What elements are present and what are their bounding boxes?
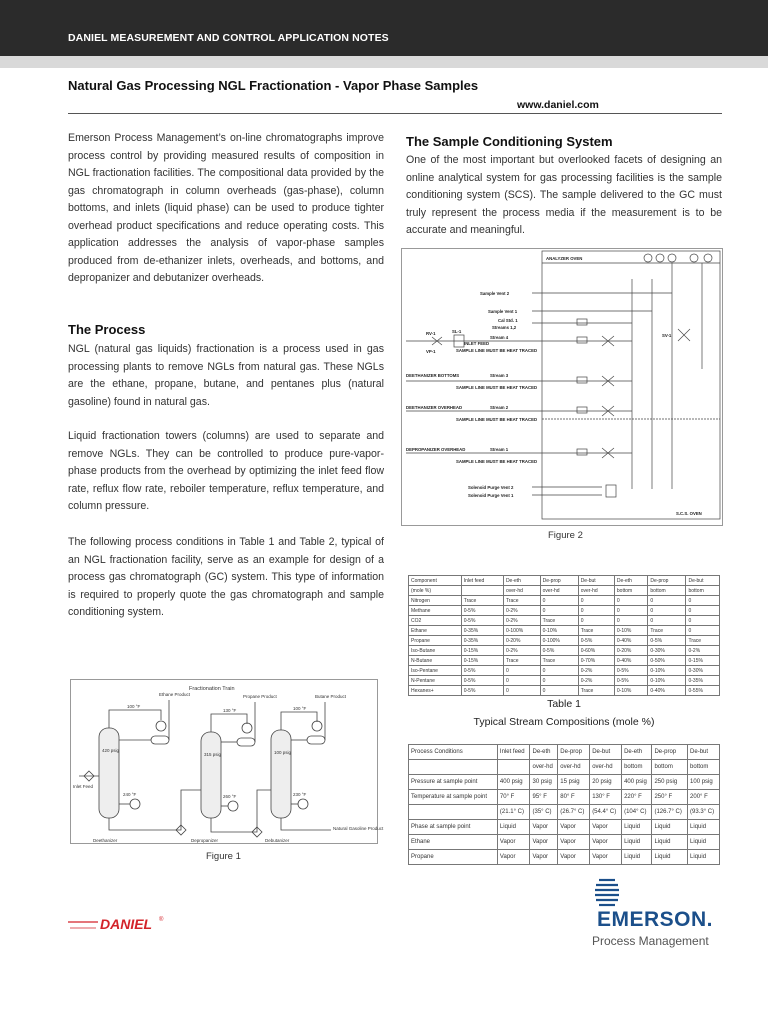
table2-cell (409, 805, 498, 820)
daniel-logo-mark (68, 913, 168, 937)
label-deethanizer: Deethanizer (93, 838, 118, 843)
table2-cell: 95° F (530, 790, 558, 805)
table2-cell: Vapor (530, 850, 558, 865)
table2-cell: Propane (409, 850, 498, 865)
table2-cell: Liquid (622, 820, 652, 835)
table2-cell: (93.3° C) (688, 805, 720, 820)
table1-cell: 0-50% (648, 656, 686, 666)
label-deethanizer-overhead: DEETHANIZER OVERHEAD (406, 405, 463, 410)
table1-cell: bottom (686, 586, 720, 596)
label-depropanizer: Depropanizer (191, 838, 219, 843)
table1-cell: 0 (686, 626, 720, 636)
table2-cell: 130° F (590, 790, 622, 805)
table1-cell: 0-35% (686, 676, 720, 686)
table2-cell: Vapor (497, 835, 530, 850)
daniel-wordmark: DANIEL (100, 916, 153, 932)
figure-2-caption: Figure 2 (548, 530, 583, 541)
table2-cell: 250 psig (652, 775, 688, 790)
scs-paragraph: One of the most important but overlooked facets of designing an online analytical system for gas processing facilities is the sample conditioning system (SCS). The sample delivered to the GC must truly represent the process media if the measurement is to be accurate and meaningful. (406, 154, 722, 236)
emerson-subtitle: Process Management (592, 934, 709, 948)
label-heat-trace-2: SAMPLE LINE MUST BE HEAT TRACED (456, 385, 538, 390)
banner-text: DANIEL MEASUREMENT AND CONTROL APPLICATION NOTES (68, 32, 389, 44)
label-inlet-feed: INLET FEED (464, 341, 490, 346)
table1-cell: Trace (540, 616, 578, 626)
label-scs-oven: S.C.S. OVEN (676, 511, 702, 516)
table2-cell: Liquid (622, 850, 652, 865)
table1-cell: 0 (578, 606, 614, 616)
table1-cell: over-hd (540, 586, 578, 596)
figure-1-title: Fractionation Train (189, 686, 235, 692)
table1-cell: 0-5% (648, 636, 686, 646)
table1-cell: 0-10% (614, 626, 647, 636)
table2-cell: Vapor (558, 820, 590, 835)
table1-row (409, 616, 720, 626)
table2-cell: Ethane (409, 835, 498, 850)
table1-cell: 0-35% (461, 636, 503, 646)
table1-cell: 0-5% (540, 646, 578, 656)
label-heat-trace-1: SAMPLE LINE MUST BE HEAT TRACED (456, 348, 538, 353)
process-paragraph-3: The following process conditions in Table 1 and Table 2, typical of an NGL fractionation facility, serve as an example for design of a process gas chromatograph (GC) system. This type of information is required to properly quote the gas chromatograph and sample conditioning system. (68, 536, 384, 618)
table1-cell: 0 (540, 606, 578, 616)
label-debutanizer: Debutanizer (265, 838, 290, 843)
table1-row (409, 606, 720, 616)
table2-cell: Liquid (652, 850, 688, 865)
table1-cell: 0-55% (686, 686, 720, 696)
label-heat-trace-4: SAMPLE LINE MUST BE HEAT TRACED (456, 459, 538, 464)
table1-cell: Trace (461, 596, 503, 606)
table1-cell: Component (409, 576, 462, 586)
table1-cell: Trace (540, 656, 578, 666)
table1-cell: 0-20% (614, 646, 647, 656)
table2-cell: 250° F (652, 790, 688, 805)
table1-cell: 0 (648, 616, 686, 626)
table2-cell (409, 760, 498, 775)
label-stream-4: Stream 4 (490, 335, 509, 340)
table2-cell: (26.7° C) (558, 805, 590, 820)
table2-cell: Liquid (622, 835, 652, 850)
table2-cell: bottom (688, 760, 720, 775)
table1-cell: 0 (686, 606, 720, 616)
table1-cell: 0-30% (686, 666, 720, 676)
table2-cell: Liquid (652, 820, 688, 835)
table1-cell: 0-10% (540, 626, 578, 636)
table2-cell: 220° F (622, 790, 652, 805)
label-heat-trace-3: SAMPLE LINE MUST BE HEAT TRACED (456, 417, 538, 422)
table2-row (409, 820, 720, 835)
label-cal-std: Cal Std. 1 (498, 318, 518, 323)
table1-cell: 0 (648, 596, 686, 606)
table1-cell: over-hd (503, 586, 540, 596)
table2-cell: Liquid (688, 820, 720, 835)
table2-cell: (126.7° C) (652, 805, 688, 820)
table2-cell: over-hd (558, 760, 590, 775)
table1-cell: CO2 (409, 616, 462, 626)
table1-cell: N-Pentane (409, 676, 462, 686)
table1-cell: De-but (686, 576, 720, 586)
label-vp1: VP-1 (426, 349, 436, 354)
emerson-globe-icon (593, 876, 623, 910)
table-2-process-conditions (408, 744, 720, 865)
table2-cell: (104° C) (622, 805, 652, 820)
table1-cell: 0-100% (503, 626, 540, 636)
table2-cell: Vapor (590, 850, 622, 865)
table1-cell: 0 (503, 676, 540, 686)
banner-stripe (0, 56, 768, 68)
label-rv1: RV-1 (426, 331, 436, 336)
table2-cell: 15 psig (558, 775, 590, 790)
table2-cell: Pressure at sample point (409, 775, 498, 790)
table1-row (409, 656, 720, 666)
label-deprop-top-temp: 130 °F (223, 708, 237, 713)
table2-cell: De-but (688, 745, 720, 760)
table1-cell: 0-20% (503, 636, 540, 646)
table2-cell: De-prop (652, 745, 688, 760)
debutanizer-column (271, 730, 291, 818)
page-title: Natural Gas Processing NGL Fractionation - Vapor Phase Samples (68, 78, 479, 93)
table2-cell: (21.1° C) (497, 805, 530, 820)
table1-cell: 0 (540, 686, 578, 696)
label-deeth-top-temp: 100 °F (127, 704, 141, 709)
table1-cell: 0 (540, 596, 578, 606)
table2-cell: De-eth (530, 745, 558, 760)
table1-cell: 0 (648, 606, 686, 616)
depropanizer-column (201, 732, 221, 818)
table1-cell: Nitrogen (409, 596, 462, 606)
label-streams: Streams 1,2 (492, 325, 517, 330)
table1-cell: De-eth (503, 576, 540, 586)
table1-cell: 0-2% (578, 666, 614, 676)
table1-cell: Iso-Butane (409, 646, 462, 656)
scs-heading: The Sample Conditioning System (406, 134, 613, 149)
label-deprop-pressure: 315 psig (204, 752, 222, 757)
table1-cell: 0-15% (461, 646, 503, 656)
table2-cell: Vapor (558, 850, 590, 865)
table1-cell: Hexanes+ (409, 686, 462, 696)
table1-cell: 0-10% (648, 676, 686, 686)
label-stream-3: Stream 3 (490, 373, 509, 378)
table1-header-row (409, 586, 720, 596)
table2-header-row (409, 760, 720, 775)
table2-cell: Process Conditions (409, 745, 498, 760)
table1-cell: Propane (409, 636, 462, 646)
table2-row (409, 835, 720, 850)
label-purge-vent-2: Solenoid Purge Vent 2 (468, 485, 514, 490)
table1-cell: Trace (648, 626, 686, 636)
table1-cell: 0-2% (503, 646, 540, 656)
table2-row (409, 775, 720, 790)
label-sample-vent-1: Sample Vent 1 (488, 309, 518, 314)
figure-1-fractionation-train (70, 679, 384, 844)
table1-cell: 0-5% (461, 676, 503, 686)
table1-cell (461, 586, 503, 596)
table1-cell: 0-2% (503, 606, 540, 616)
table2-row (409, 790, 720, 805)
table1-cell: 0 (614, 606, 647, 616)
table1-row (409, 676, 720, 686)
label-analyzer-oven: ANALYZER OVEN (546, 256, 583, 261)
table2-cell: (54.4° C) (590, 805, 622, 820)
table2-row (409, 850, 720, 865)
table1-cell: Methane (409, 606, 462, 616)
fractionation-diagram (71, 680, 384, 843)
table1-cell: over-hd (578, 586, 614, 596)
table1-cell: Trace (503, 656, 540, 666)
table1-cell: 0 (578, 616, 614, 626)
table2-cell: 70° F (497, 790, 530, 805)
label-stream-2: Stream 2 (490, 405, 509, 410)
table2-cell: 100 psig (688, 775, 720, 790)
table-1-label: Table 1 (547, 698, 581, 710)
table2-cell: Liquid (497, 820, 530, 835)
table1-row (409, 686, 720, 696)
table1-cell: De-prop (540, 576, 578, 586)
table1-cell: 0-5% (614, 676, 647, 686)
table1-cell: 0 (578, 596, 614, 606)
table1-cell: Trace (578, 626, 614, 636)
table1-cell: Trace (503, 596, 540, 606)
table2-cell: Liquid (688, 835, 720, 850)
table1-cell: 0-70% (578, 656, 614, 666)
table1-cell: De-prop (648, 576, 686, 586)
table1-cell: 0 (614, 596, 647, 606)
table1-cell: 0-2% (578, 676, 614, 686)
label-debut-pressure: 100 psig (274, 750, 292, 755)
table1-cell: 0-35% (461, 626, 503, 636)
table1-cell: 0 (540, 676, 578, 686)
table2-cell: 30 psig (530, 775, 558, 790)
table2-cell: Vapor (530, 820, 558, 835)
table1-cell: 0-5% (461, 666, 503, 676)
table2-cell: bottom (622, 760, 652, 775)
table2-cell: (35° C) (530, 805, 558, 820)
table1-cell: 0 (540, 666, 578, 676)
table2-cell: Phase at sample point (409, 820, 498, 835)
table1-cell: 0-5% (614, 666, 647, 676)
figure-1-caption: Figure 1 (206, 851, 241, 862)
table1-cell: 0-5% (461, 606, 503, 616)
table2-header-row (409, 745, 720, 760)
table2-cell: Vapor (590, 835, 622, 850)
table1-cell: 0-100% (540, 636, 578, 646)
table1-row (409, 596, 720, 606)
emerson-wordmark: EMERSON. (597, 908, 714, 931)
table2-cell: Vapor (497, 850, 530, 865)
table1-cell: 0 (686, 616, 720, 626)
table1-cell: 0-5% (461, 616, 503, 626)
label-sl1: SL-1 (452, 329, 462, 334)
table1-row (409, 666, 720, 676)
table2-cell: 80° F (558, 790, 590, 805)
label-depropanizer-overhead: DEPROPANIZER OVERHEAD (406, 447, 466, 452)
table2-cell: Temperature at sample point (409, 790, 498, 805)
table1-cell: 0-15% (686, 656, 720, 666)
table2-cell: 20 psig (590, 775, 622, 790)
label-propane-product: Propane Product (243, 694, 277, 699)
table1-cell: Trace (578, 686, 614, 696)
table1-cell: 0-40% (648, 686, 686, 696)
table1-cell: 0-30% (648, 646, 686, 656)
label-ethane-product: Ethane Product (159, 692, 191, 697)
table1-header-row (409, 576, 720, 586)
table2-cell: Liquid (652, 835, 688, 850)
table1-cell: 0 (503, 686, 540, 696)
table1-row (409, 636, 720, 646)
table1-cell: (mole %) (409, 586, 462, 596)
table2-cell (497, 760, 530, 775)
label-deeth-pressure: 420 psig (102, 748, 120, 753)
table1-cell: 0-40% (614, 636, 647, 646)
label-deethanizer-bottoms: DEETHANIZER BOTTOMS (406, 373, 460, 378)
table1-cell: 0 (614, 616, 647, 626)
process-paragraph-1: NGL (natural gas liquids) fractionation is a process used in gas processing plants to remove NGLs from natural gas. These NGLs are the ethane, propane, butane, and pentanes plus (natural gasoline) found in natural gas. (68, 343, 384, 408)
table1-cell: 0-5% (578, 636, 614, 646)
registered-mark: ® (159, 917, 164, 923)
table1-cell: N-Butane (409, 656, 462, 666)
scs-schematic (402, 249, 722, 525)
table1-cell: 0-5% (461, 686, 503, 696)
table1-cell: Ethane (409, 626, 462, 636)
title-divider (68, 113, 722, 114)
table2-cell: Liquid (688, 850, 720, 865)
table1-cell: De-eth (614, 576, 647, 586)
table1-cell: 0-60% (578, 646, 614, 656)
table1-cell: 0-10% (614, 686, 647, 696)
table1-cell: 0-15% (461, 656, 503, 666)
table2-cell: 400 psig (497, 775, 530, 790)
table2-cell: De-prop (558, 745, 590, 760)
header-banner (0, 0, 768, 56)
table2-cell: De-eth (622, 745, 652, 760)
figure-2-scs-diagram (401, 248, 723, 526)
table1-cell: 0-40% (614, 656, 647, 666)
table2-row (409, 805, 720, 820)
table-1-stream-compositions (408, 575, 720, 696)
table1-cell: 0-2% (503, 616, 540, 626)
label-natural-gasoline: Natural Gasoline Product (333, 826, 384, 831)
analyzer-oven-box (542, 251, 720, 519)
label-deeth-bottom-temp: 240 °F (123, 792, 137, 797)
deethanizer-column (99, 728, 119, 818)
label-purge-vent-1: Solenoid Purge Vent 1 (468, 493, 514, 498)
table1-row (409, 646, 720, 656)
table1-cell: Inlet feed (461, 576, 503, 586)
table2-cell: Vapor (590, 820, 622, 835)
table-1-caption: Typical Stream Compositions (mole %) (473, 716, 655, 728)
table1-cell: 0-10% (648, 666, 686, 676)
table2-cell: over-hd (530, 760, 558, 775)
table2-cell: De-but (590, 745, 622, 760)
table1-row (409, 626, 720, 636)
label-debut-top-temp: 100 °F (293, 706, 307, 711)
daniel-logo (68, 913, 168, 942)
label-sample-vent-2: Sample Vent 2 (480, 291, 510, 296)
table2-cell: bottom (652, 760, 688, 775)
label-deprop-bottom-temp: 260 °F (223, 794, 237, 799)
table2-cell: Inlet feed (497, 745, 530, 760)
label-stream-1: Stream 1 (490, 447, 509, 452)
table1-cell: 0-2% (686, 646, 720, 656)
table2-cell: 400 psig (622, 775, 652, 790)
table2-cell: Vapor (530, 835, 558, 850)
label-debut-bottom-temp: 230 °F (293, 792, 307, 797)
label-inlet-feed: Inlet Feed (73, 784, 94, 789)
table1-cell: Iso-Pentane (409, 666, 462, 676)
table1-cell: bottom (648, 586, 686, 596)
website-link[interactable]: www.daniel.com (517, 99, 599, 111)
label-butane-product: Butane Product (315, 694, 347, 699)
process-paragraph-2: Liquid fractionation towers (columns) are used to separate and remove NGLs. They can be controlled to produce pure-vapor-phase products from the overhead by optimizing the inlet feed flow rate, reflux flow rate, reboiler temperature, reflux temperature, and column pressure. (68, 430, 384, 512)
intro-paragraph: Emerson Process Management’s on-line chromatographs improve process control by providing measured results of composition in NGL fractionation facilities. The compositional data provided by the gas chromatograph in column overheads (gas-phase), column bottoms, and inlets (liquid phase) can be used to produce tighter overhead product specifications and reduce operating costs. This application addresses the analysis of vapor-phase samples produced from de-ethanizer inlets, overheads, and bottoms, and depropanizer and debutanizer overheads. (68, 132, 384, 284)
table1-cell: 0 (686, 596, 720, 606)
table1-cell: 0 (503, 666, 540, 676)
table1-cell: bottom (614, 586, 647, 596)
table2-cell: Vapor (558, 835, 590, 850)
table2-cell: 200° F (688, 790, 720, 805)
table2-cell: over-hd (590, 760, 622, 775)
process-heading: The Process (68, 322, 146, 337)
label-sv1: SV-1 (662, 333, 672, 338)
table1-cell: De-but (578, 576, 614, 586)
table1-cell: Trace (686, 636, 720, 646)
